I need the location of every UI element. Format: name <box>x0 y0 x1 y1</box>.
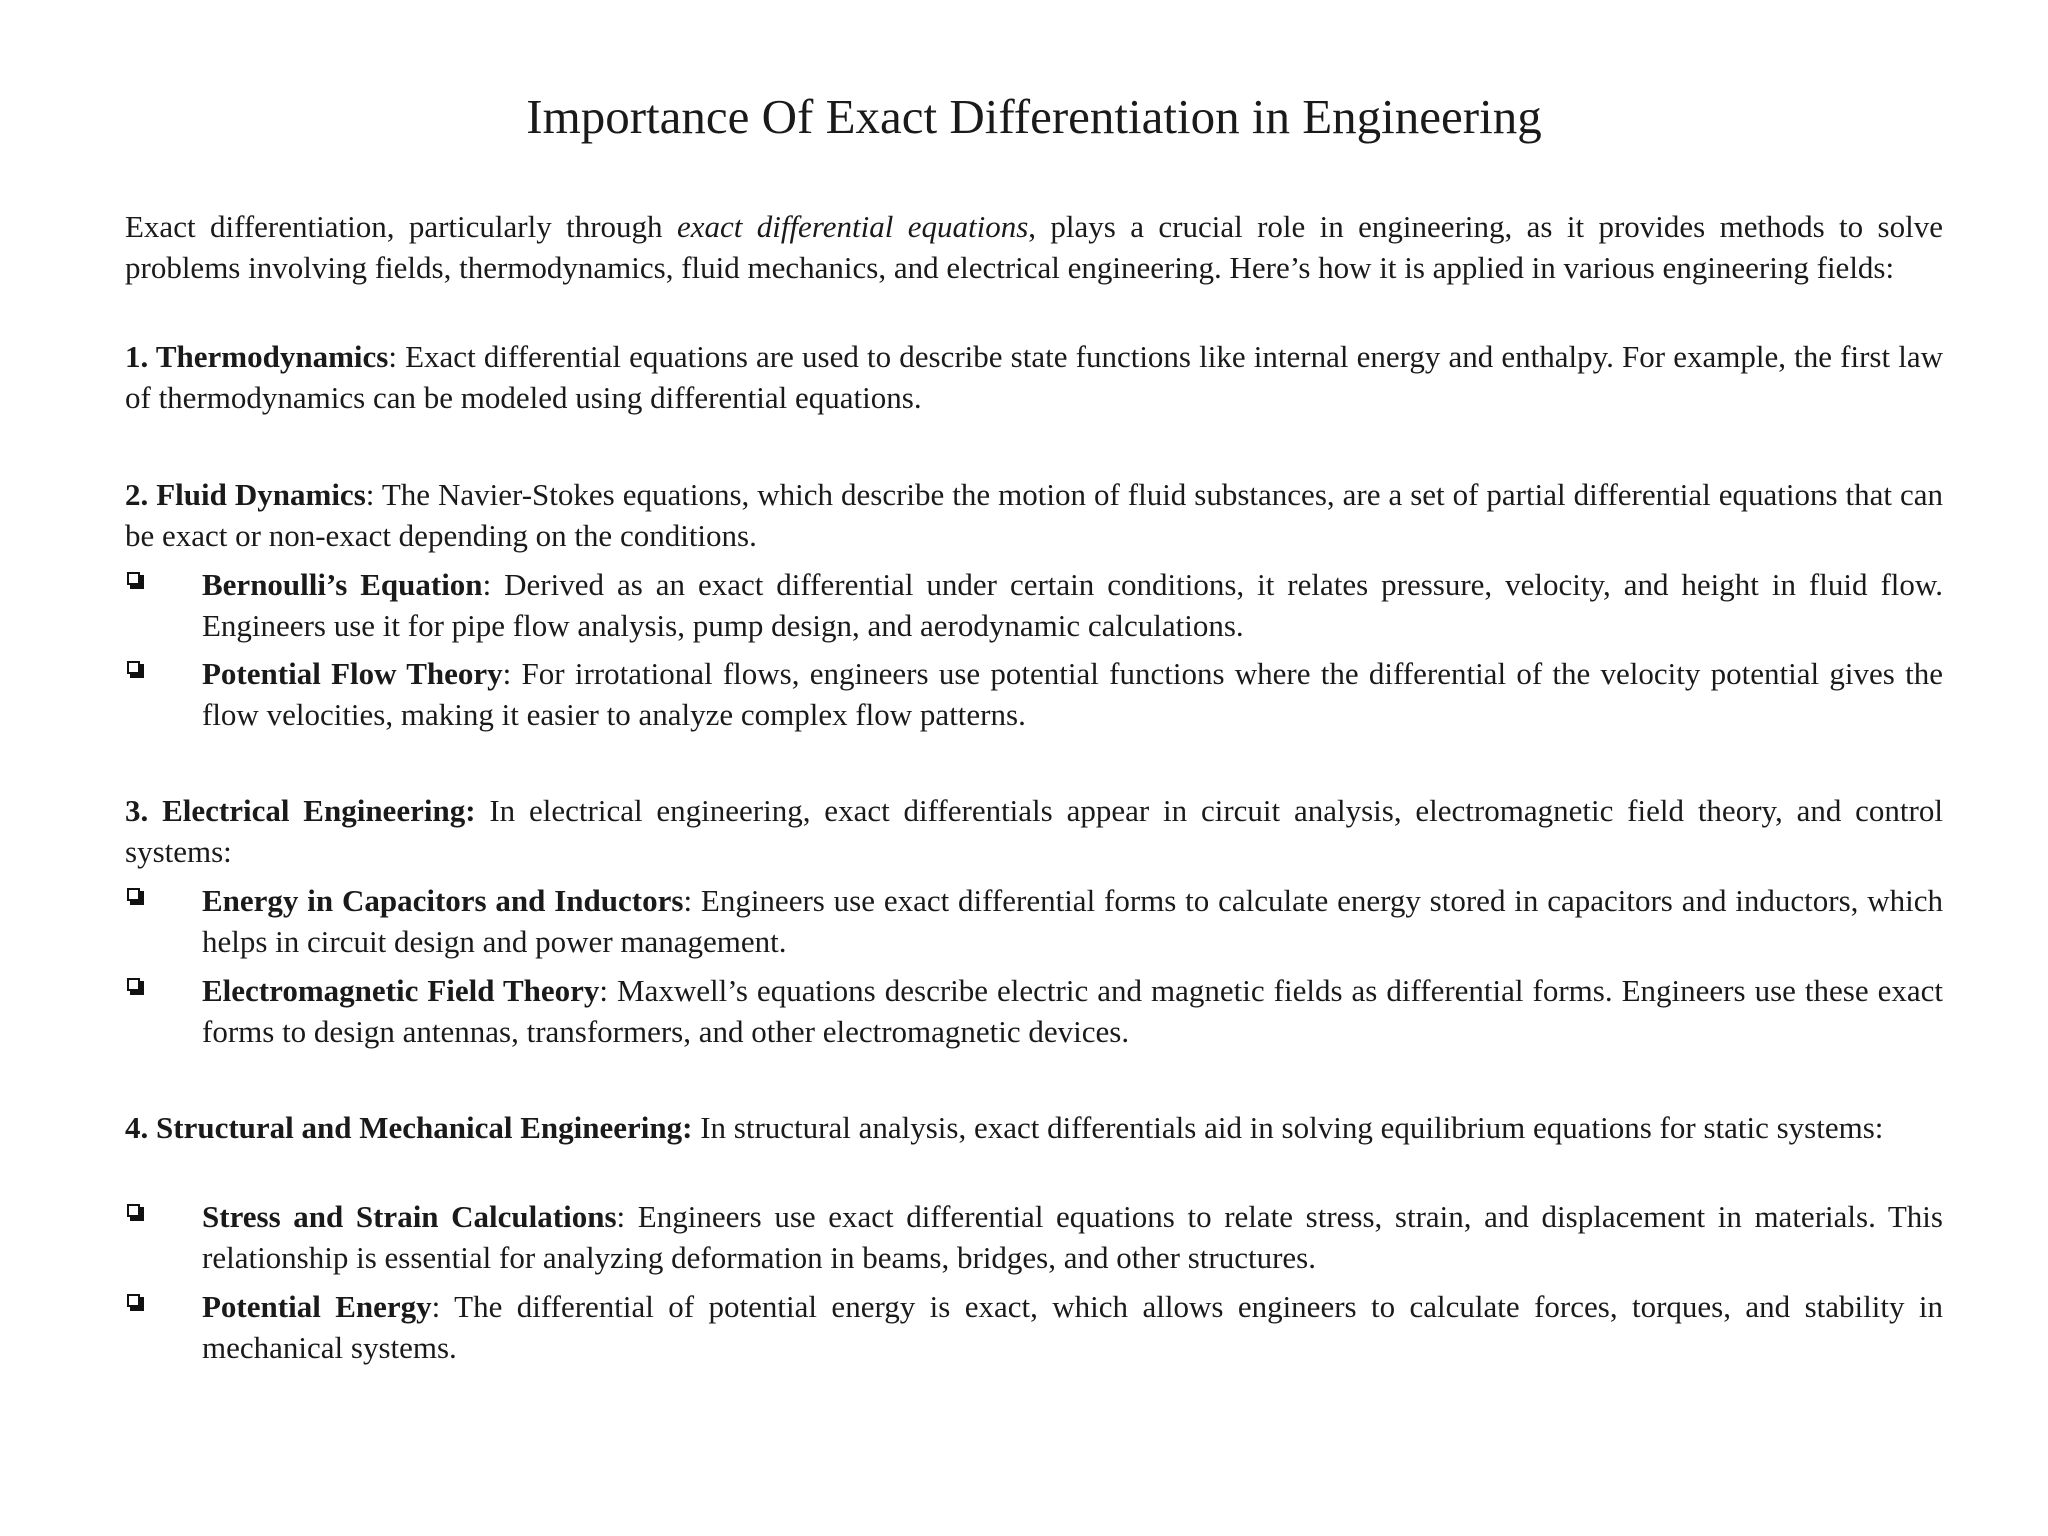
checkbox-square-icon <box>127 1294 144 1311</box>
checkbox-square-icon <box>127 888 144 905</box>
slide <box>125 0 1943 1536</box>
section-electrical-engineering <box>125 790 1943 872</box>
section-text: In electrical engineering, exact differentials appear in circuit analysis, electromagnetic field theory, and control systems: <box>125 793 1943 869</box>
bullet-text: Stress and Strain Calculations: Engineers use exact differential equations to relate stress, strain, and displacement in materials. This relationship is essential for analyzing deformation in beams, bridges, and other structures. <box>202 1199 1943 1275</box>
bullet-text: Bernoulli’s Equation: Derived as an exact differential under certain conditions, it relates pressure, velocity, and height in fluid flow. Engineers use it for pipe flow analysis, pump design, and aerodynamic calculations. <box>202 567 1944 643</box>
bullet-text: Potential Flow Theory: For irrotational flows, engineers use potential functions where the differential of the velocity potential gives the flow velocities, making it easier to analyze complex flow patterns. <box>202 656 1943 732</box>
bullet-term: Stress and Strain Calculations <box>202 1199 617 1234</box>
intro-paragraph <box>125 206 1943 288</box>
section-text: The Navier-Stokes equations, which describe the motion of fluid substances, are a set of partial differential equations that can be exact or non-exact depending on the conditions. <box>125 477 1944 553</box>
bullet-text: Electromagnetic Field Theory: Maxwell’s equations describe electric and magnetic fields as differential forms. Engineers use these exact forms to design antennas, transformers, and other electromagnetic devices. <box>202 973 1944 1049</box>
section-heading: 4. Structural and Mechanical Engineering: <box>125 1110 693 1145</box>
section-thermodynamics: 1. Thermodynamics: Exact differential equations are used to describe state functions like internal energy and enthalpy. For example, the first law of thermodynamics can be modeled using differential equations. <box>125 339 1943 415</box>
section-text: Exact differential equations are used to describe state functions like internal energy and enthalpy. For example, the first law of thermodynamics can be modeled using differential equations. <box>125 339 1943 415</box>
section-structural-mechanical <box>125 1107 1943 1148</box>
checkbox-square-icon <box>127 1204 144 1221</box>
bullet-term: Bernoulli’s Equation <box>202 567 483 602</box>
section-heading: 1. Thermodynamics <box>125 339 389 374</box>
section-heading: 3. Electrical Engineering: <box>125 793 476 828</box>
section-heading: 2. Fluid Dynamics <box>125 477 366 512</box>
bullet-text: Potential Energy: The differential of potential energy is exact, which allows engineers to calculate forces, torques, and stability in mechanical systems. <box>202 1289 1944 1365</box>
bullet-term: Energy in Capacitors and Inductors <box>202 883 684 918</box>
checkbox-square-icon <box>127 572 144 589</box>
checkbox-square-icon <box>127 978 144 995</box>
bullet-term: Potential Flow Theory <box>202 656 503 691</box>
section-text: In structural analysis, exact differentials aid in solving equilibrium equations for static systems: <box>692 1110 1884 1145</box>
bullet-term: Electromagnetic Field Theory <box>202 973 600 1008</box>
intro-emphasis: exact differential equations <box>676 209 1029 244</box>
page-title: Importance Of Exact Differentiation in Engineering <box>526 89 1542 144</box>
checkbox-square-icon <box>127 661 144 678</box>
bullet-term: Potential Energy <box>202 1289 432 1324</box>
bullet-text: Energy in Capacitors and Inductors: Engineers use exact differential forms to calculate energy stored in capacitors and inductors, which helps in circuit design and power management. <box>202 883 1944 959</box>
intro-text-start: Exact differentiation, particularly through <box>125 209 677 244</box>
intro-text-end: , plays a crucial role in engineering, as it provides methods to solve problems involving fields, thermodynamics, fluid mechanics, and electrical engineering. Here’s how it is applied in various engineering fields: <box>125 209 1943 285</box>
section-fluid-dynamics: 2. Fluid Dynamics: The Navier-Stokes equations, which describe the motion of fluid substances, are a set of partial differential equations that can be exact or non-exact depending on the conditions. <box>125 477 1944 553</box>
